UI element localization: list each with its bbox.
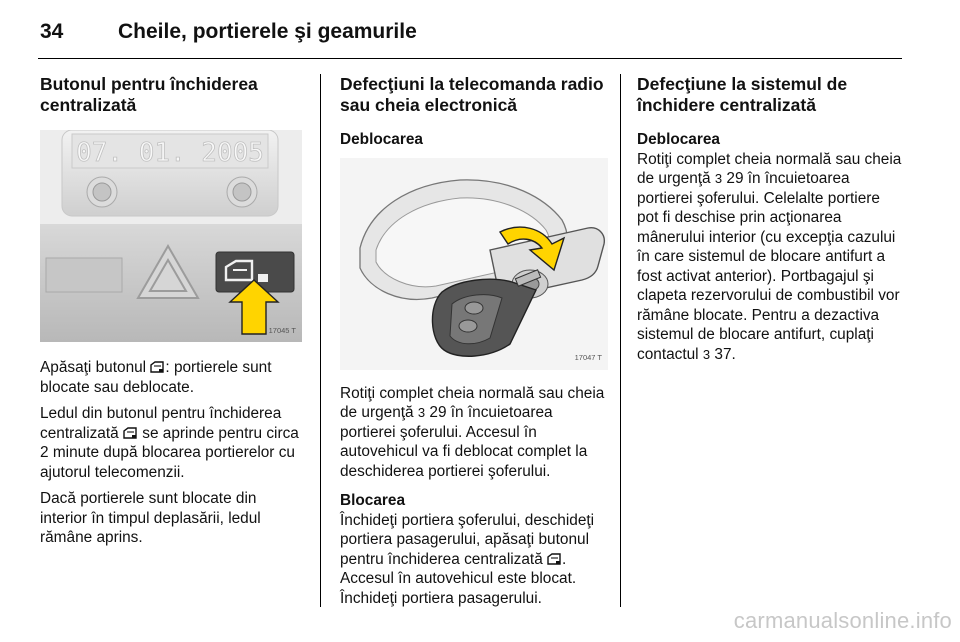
page-number: 34 [40,20,64,43]
col1-paragraph-1: Apăsaţi butonul : portierele sunt blocate sau deblocate. [40,359,272,396]
column-divider-2 [620,74,621,607]
page-ref-icon[interactable]: 3 [702,346,711,362]
column-2 [340,74,608,615]
dashboard-illustration [40,130,302,342]
key-in-lock-figure [340,158,608,370]
col3-heading: Defecţiune la sistemul de închidere centralizată [637,74,848,115]
column-3 [637,74,905,371]
col2-subheading-lock: Blocarea [340,492,406,509]
central-lock-button-figure [40,130,302,342]
col1-paragraph-3: Dacă portierele sunt blocate din interior în timpul deplasării, ledul rămâne aprins. [40,490,261,546]
page-header [40,20,417,44]
col2-heading: Defecţiuni la telecomanda radio sau cheia electronică [340,74,604,115]
col2-paragraph-1: Rotiţi complet cheia normală sau cheia de urgenţă 3 29 în încuietoarea portierei şoferului. Accesul în autovehicul va fi deblocat complet la deschiderea portierei şoferului. [340,384,605,480]
page-ref-icon[interactable]: 3 [714,171,723,186]
col3-subheading-unlock: Deblocarea [637,131,720,148]
lock-button-icon [150,361,165,373]
col1-heading: Butonul pentru închiderea centralizată [40,74,258,115]
page-title: Cheile, portierele şi geamurile [118,20,417,43]
page-ref-icon[interactable]: 3 [417,405,426,420]
col2-subheading-unlock: Deblocarea [340,131,423,148]
display-readout: 07. 01. 2005 [76,138,264,168]
figure-number: 17047 T [574,353,602,362]
column-divider-1 [320,74,321,607]
col3-paragraph-1: Rotiţi complet cheia normală sau cheia de urgenţă 3 29 în încuietoarea portierei şoferului. Celelalte portiere pot fi deschise prin acţionarea mânerului interior (cu excepţia cazului în care sistemul de blocare antifurt a fost activat anterior). Portbagajul şi clapeta rezervorului de combustibil vor rămâne blocate. Pentru a dezactiva sistemul de blocare antifurt, cuplaţi contactul 3 37. [637,150,902,363]
col2-paragraph-2: Închideţi portiera şoferului, deschideţi portiera pasagerului, apăsaţi butonul pentru închiderea centralizată . Accesul în autovehicul este blocat. Închideţi portiera pasagerului. [340,511,595,607]
lock-button-icon [547,553,562,565]
figure-number: 17045 T [268,325,296,335]
watermark: carmanualsonline.info [733,608,952,633]
lock-button-icon [123,427,138,439]
col1-paragraph-2: Ledul din butonul pentru închiderea centralizată se aprinde pentru circa 2 minute după blocarea portierelor cu ajutorul telecomenzii. [40,405,299,481]
column-1 [40,74,302,555]
header-rule [38,58,902,59]
key-lock-illustration [340,158,608,370]
